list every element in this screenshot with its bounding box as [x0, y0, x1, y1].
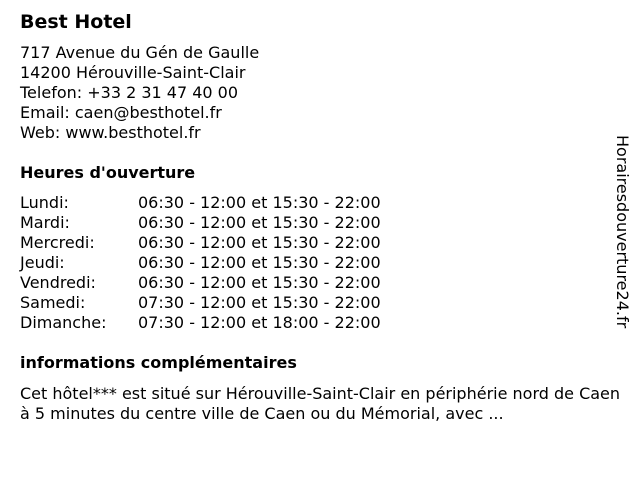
opening-hours-heading: Heures d'ouverture	[20, 163, 196, 182]
hours-row-jeudi	[20, 253, 381, 273]
time-range: 07:30 - 12:00 et 15:30 - 22:00	[138, 293, 381, 312]
hours-row-lundi	[20, 193, 381, 213]
time-range: 06:30 - 12:00 et 15:30 - 22:00	[138, 233, 381, 252]
brand-link[interactable]: Horairesdouverture24.fr	[613, 135, 632, 329]
street-address: 717 Avenue du Gén de Gaulle	[20, 43, 260, 62]
hours-row-samedi	[20, 293, 381, 313]
brand-watermark[interactable]	[612, 135, 632, 345]
email-address: Email: caen@besthotel.fr	[20, 103, 222, 122]
address-block	[20, 43, 259, 143]
hours-row-mercredi	[20, 233, 381, 253]
phone-number: Telefon: +33 2 31 47 40 00	[20, 83, 239, 102]
day-label: Samedi:	[20, 293, 86, 312]
hours-row-vendredi	[20, 273, 381, 293]
day-label: Lundi:	[20, 193, 69, 212]
time-range: 06:30 - 12:00 et 15:30 - 22:00	[138, 253, 381, 272]
time-range: 06:30 - 12:00 et 15:30 - 22:00	[138, 273, 381, 292]
time-range: 06:30 - 12:00 et 15:30 - 22:00	[138, 213, 381, 232]
day-label: Mardi:	[20, 213, 70, 232]
hotel-name: Best Hotel	[20, 11, 132, 33]
day-label: Dimanche:	[20, 313, 107, 332]
hotel-description: Cet hôtel*** est situé sur Hérouville-Saint-Clair en périphérie nord de Caen à 5 minutes du centre ville de Caen ou du Mémorial, avec ...	[20, 384, 621, 423]
time-range: 07:30 - 12:00 et 18:00 - 22:00	[138, 313, 381, 332]
hours-row-dimanche	[20, 313, 381, 333]
day-label: Mercredi:	[20, 233, 95, 252]
day-label: Jeudi:	[20, 253, 65, 272]
city-address: 14200 Hérouville-Saint-Clair	[20, 63, 246, 82]
additional-info-heading: informations complémentaires	[20, 353, 297, 372]
opening-hours-list	[20, 193, 381, 333]
website-address: Web: www.besthotel.fr	[20, 123, 201, 142]
day-label: Vendredi:	[20, 273, 96, 292]
hours-row-mardi	[20, 213, 381, 233]
time-range: 06:30 - 12:00 et 15:30 - 22:00	[138, 193, 381, 212]
